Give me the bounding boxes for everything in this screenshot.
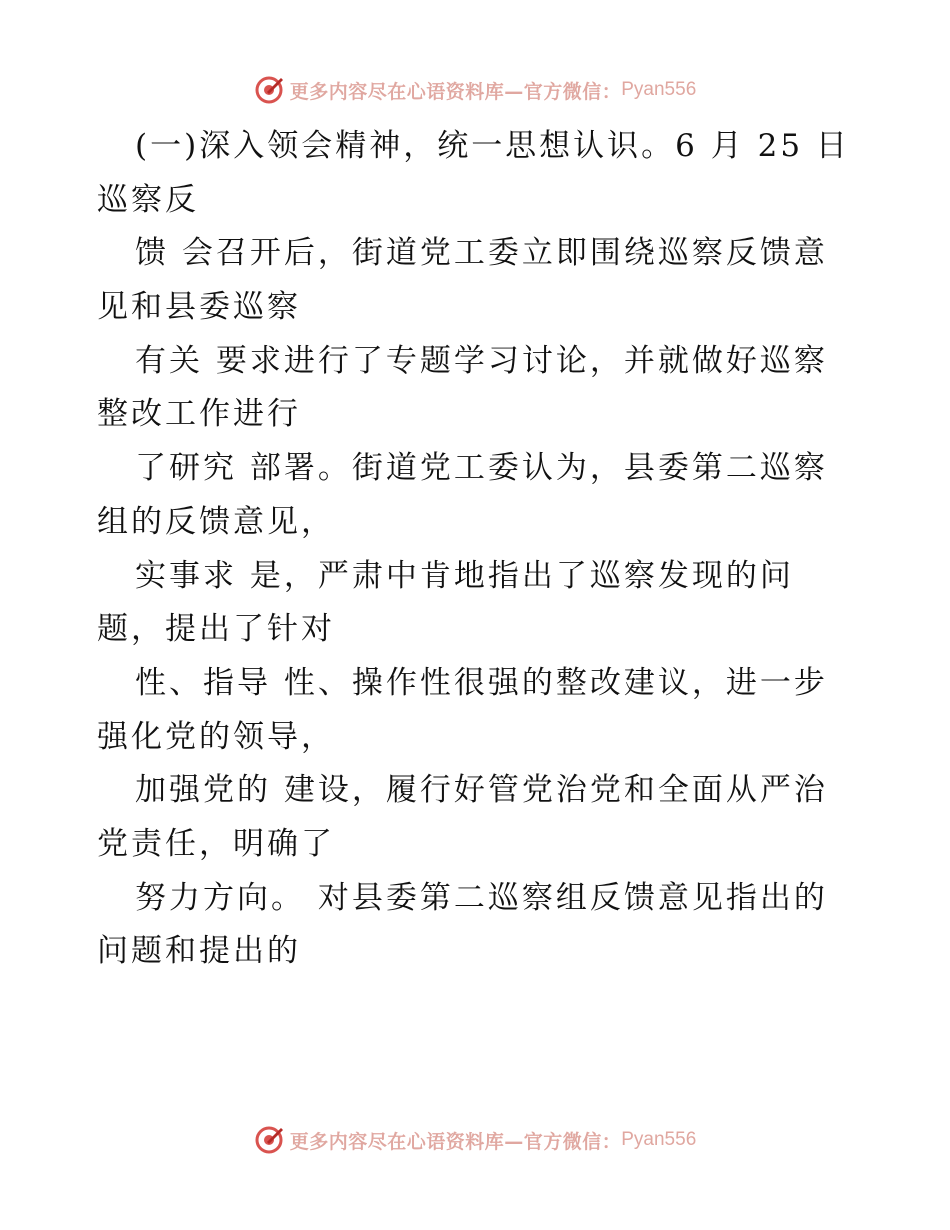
header-watermark xyxy=(0,70,950,110)
text-line: 了研究 部署。街道党工委认为，县委第二巡察 xyxy=(135,450,828,487)
text-line: 党责任，明确了 xyxy=(97,825,335,862)
document-body xyxy=(97,120,857,979)
text-line: 馈 会召开后，街道党工委立即围绕巡察反馈意 xyxy=(135,235,828,272)
text-line: 强化党的领导， xyxy=(97,718,335,755)
text-line: 实事求 是，严肃中肯地指出了巡察发现的问 xyxy=(135,557,794,594)
text-line: 巡察反 xyxy=(97,181,199,218)
text-line: 有关 要求进行了专题学习讨论，并就做好巡察 xyxy=(135,342,828,379)
pen-logo-icon xyxy=(254,1125,284,1155)
footer-site-text: 更多内容尽在心语资料库—官方微信： xyxy=(289,1130,622,1153)
text-line: 加强党的 建设，履行好管党治党和全面从严治 xyxy=(135,772,828,809)
text-line: 努力方向。 对县委第二巡察组反馈意见指出的 xyxy=(135,879,828,916)
text-line: 题，提出了针对 xyxy=(97,611,335,648)
text-line: 性、指导 性、操作性很强的整改建议，进一步 xyxy=(135,664,828,701)
text-line: (一)深入领会精神，统一思想认识。6 月 25 日 xyxy=(135,128,850,164)
text-line: 见和县委巡察 xyxy=(97,289,301,326)
header-site-text: 更多内容尽在心语资料库—官方微信： xyxy=(289,80,622,103)
header-wechat-id: Pyan556 xyxy=(621,79,697,100)
footer-watermark xyxy=(0,1120,950,1160)
text-line: 组的反馈意见， xyxy=(97,503,335,540)
pen-logo-icon xyxy=(254,75,284,105)
text-line: 问题和提出的 xyxy=(97,933,301,970)
text-line: 整改工作进行 xyxy=(97,396,301,433)
footer-wechat-id: Pyan556 xyxy=(621,1129,697,1150)
